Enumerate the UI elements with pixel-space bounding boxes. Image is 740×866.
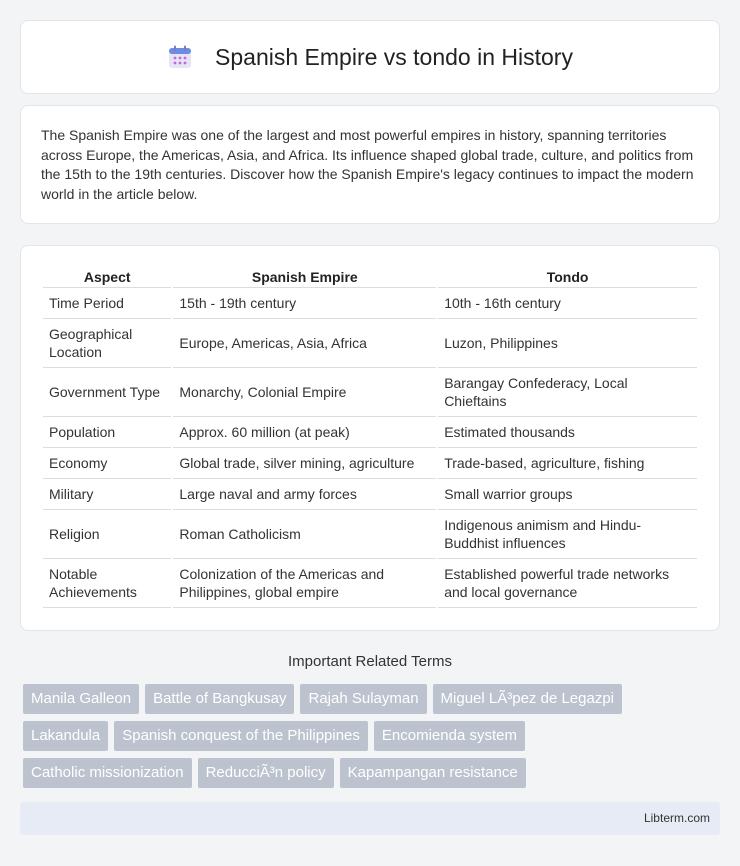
table-cell: Military <box>43 479 171 510</box>
table-cell: Global trade, silver mining, agriculture <box>173 448 436 479</box>
table-cell: Luzon, Philippines <box>438 319 697 368</box>
table-cell: Colonization of the Americas and Philippines, global empire <box>173 559 436 608</box>
table-cell: Monarchy, Colonial Empire <box>173 368 436 417</box>
table-row <box>43 288 697 319</box>
table-cell: Indigenous animism and Hindu-Buddhist influences <box>438 510 697 559</box>
tag-miguel-lopez-de-legazpi[interactable]: Miguel LÃ³pez de Legazpi <box>433 684 622 714</box>
tag-manila-galleon[interactable]: Manila Galleon <box>23 684 139 714</box>
tag-row <box>23 721 723 751</box>
page-title: Spanish Empire vs tondo in History <box>215 43 573 70</box>
table-row <box>43 510 697 559</box>
header-tondo: Tondo <box>438 264 697 288</box>
table-cell: Trade-based, agriculture, fishing <box>438 448 697 479</box>
table-cell: Barangay Confederacy, Local Chieftains <box>438 368 697 417</box>
table-cell: Time Period <box>43 288 171 319</box>
intro-text: The Spanish Empire was one of the largest and most powerful empires in history, spanning territories across Europe, the Americas, Asia, and Africa. Its influence shaped global trade, culture, and politics from the 15th to the 19th centuries. Discover how the Spanish Empire's legacy continues to impact the modern world in the article below. <box>41 127 694 202</box>
tag-battle-of-bangkusay[interactable]: Battle of Bangkusay <box>145 684 294 714</box>
tag-reduccion-policy[interactable]: ReducciÃ³n policy <box>198 758 334 788</box>
table-cell: Population <box>43 417 171 448</box>
table-cell: 15th - 19th century <box>173 288 436 319</box>
tag-encomienda-system[interactable]: Encomienda system <box>374 721 525 751</box>
table-row <box>43 417 697 448</box>
tag-rajah-sulayman[interactable]: Rajah Sulayman <box>300 684 426 714</box>
table-cell: Small warrior groups <box>438 479 697 510</box>
table-cell: Notable Achievements <box>43 559 171 608</box>
table-cell: Large naval and army forces <box>173 479 436 510</box>
related-terms-title: Important Related Terms <box>288 653 452 670</box>
header-aspect: Aspect <box>43 264 171 288</box>
tag-catholic-missionization[interactable]: Catholic missionization <box>23 758 192 788</box>
tag-kapampangan-resistance[interactable]: Kapampangan resistance <box>340 758 526 788</box>
header-spanish-empire: Spanish Empire <box>173 264 436 288</box>
table-row <box>43 448 697 479</box>
table-cell: Roman Catholicism <box>173 510 436 559</box>
table-row <box>43 559 697 608</box>
tag-row <box>23 684 723 714</box>
table-header-row <box>43 264 697 288</box>
table-row <box>43 479 697 510</box>
tag-row <box>23 758 723 788</box>
table-row <box>43 319 697 368</box>
table-cell: Religion <box>43 510 171 559</box>
table-cell: 10th - 16th century <box>438 288 697 319</box>
comparison-table <box>41 264 699 608</box>
intro-card <box>20 105 720 224</box>
table-cell: Estimated thousands <box>438 417 697 448</box>
tag-spanish-conquest[interactable]: Spanish conquest of the Philippines <box>114 721 368 751</box>
comparison-table-card <box>20 245 720 631</box>
table-cell: Approx. 60 million (at peak) <box>173 417 436 448</box>
table-cell: Geographical Location <box>43 319 171 368</box>
footer-site-link[interactable]: Libterm.com <box>643 811 710 825</box>
calendar-icon <box>167 44 193 70</box>
table-cell: Established powerful trade networks and local governance <box>438 559 697 608</box>
table-cell: Government Type <box>43 368 171 417</box>
header-card <box>20 20 720 94</box>
table-cell: Economy <box>43 448 171 479</box>
related-terms-list <box>23 684 723 795</box>
tag-lakandula[interactable]: Lakandula <box>23 721 108 751</box>
table-cell: Europe, Americas, Asia, Africa <box>173 319 436 368</box>
table-row <box>43 368 697 417</box>
footer <box>20 802 720 835</box>
